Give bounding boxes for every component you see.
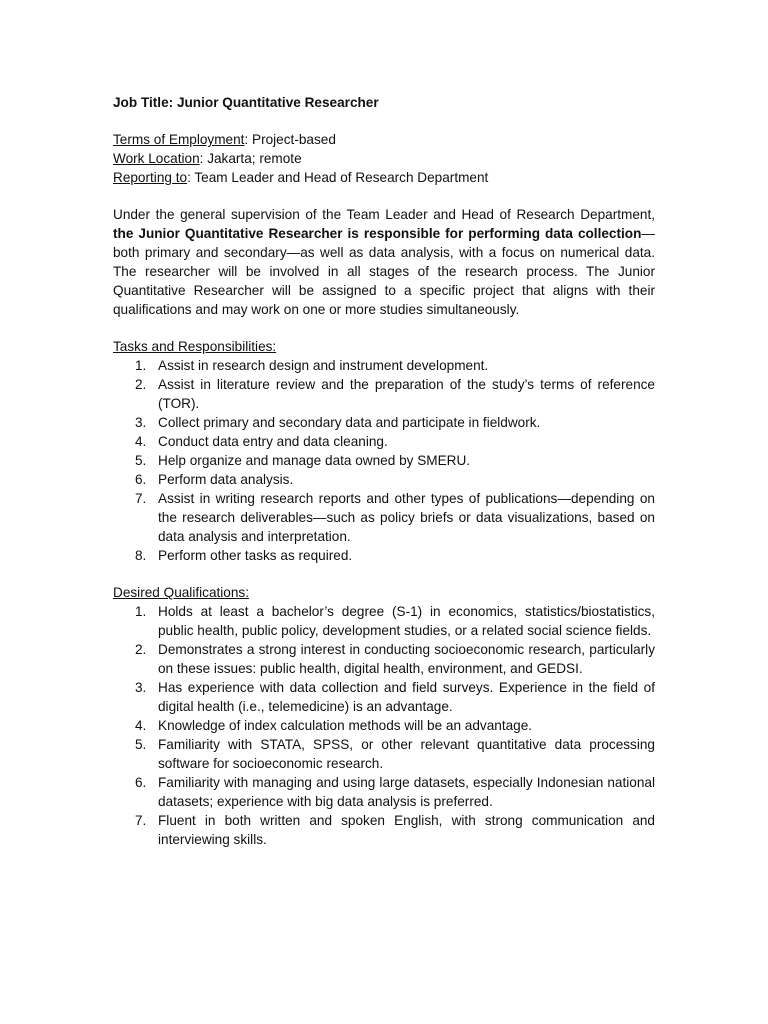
list-item: 3. Has experience with data collection and field surveys. Experience in the field of digital health (i.e., telemedicine) is an advantage.	[135, 680, 655, 714]
reporting-to-label: Reporting to	[113, 170, 188, 185]
tasks-list	[113, 356, 655, 565]
terms-of-employment-value: : Project-based	[244, 132, 336, 147]
job-title: Job Title: Junior Quantitative Researcher	[113, 95, 379, 110]
tasks-heading: Tasks and Responsibilities:	[113, 339, 277, 354]
intro-paragraph	[113, 205, 655, 319]
list-item: 7. Assist in writing research reports and other types of publications—depending on the research deliverables—such as policy briefs or data visualizations, based on data analysis and interpretation.	[135, 491, 655, 544]
work-location	[113, 149, 655, 168]
list-item: 8. Perform other tasks as required.	[135, 548, 353, 563]
list-item: 3. Collect primary and secondary data and participate in fieldwork.	[135, 415, 541, 430]
intro-part-2: —both primary and secondary—as well as data analysis, with a focus on numerical data. The researcher will be involved in all stages of the research process. The Junior Quantitative Researcher will be assigned to a specific project that aligns with their qualifications and may work on one or more studies simultaneously.	[113, 226, 655, 317]
list-item: 6. Familiarity with managing and using large datasets, especially Indonesian national datasets; experience with big data analysis is preferred.	[135, 775, 655, 809]
qualifications-heading: Desired Qualifications:	[113, 585, 249, 600]
list-item: 5. Help organize and manage data owned by SMERU.	[135, 453, 471, 468]
list-item: 1. Holds at least a bachelor’s degree (S-1) in economics, statistics/biostatistics, public health, public policy, development studies, or a related social science fields.	[135, 604, 655, 638]
reporting-to	[113, 168, 655, 187]
reporting-to-value: : Team Leader and Head of Research Department	[187, 170, 489, 185]
employment-details	[113, 130, 655, 187]
terms-of-employment-label: Terms of Employment	[113, 132, 245, 147]
list-item: 4. Conduct data entry and data cleaning.	[135, 434, 388, 449]
terms-of-employment	[113, 130, 655, 149]
list-item: 4. Knowledge of index calculation methods will be an advantage.	[135, 718, 533, 733]
work-location-label: Work Location	[113, 151, 200, 166]
qualifications-list	[113, 602, 655, 849]
intro-part-1: Under the general supervision of the Team Leader and Head of Research Department,	[113, 207, 655, 222]
list-item: 2. Demonstrates a strong interest in conducting socioeconomic research, particularly on these issues: public health, digital health, environment, and GEDSI.	[135, 642, 655, 676]
work-location-value: : Jakarta; remote	[199, 151, 302, 166]
intro-bold: the Junior Quantitative Researcher is responsible for performing data collection	[113, 226, 642, 241]
list-item: 5. Familiarity with STATA, SPSS, or other relevant quantitative data processing software for socioeconomic research.	[135, 737, 655, 771]
list-item: 2. Assist in literature review and the preparation of the study’s terms of reference (TOR).	[135, 377, 655, 411]
document-page	[113, 93, 655, 867]
list-item: 1. Assist in research design and instrument development.	[135, 358, 489, 373]
list-item: 7. Fluent in both written and spoken English, with strong communication and interviewing skills.	[135, 813, 655, 847]
list-item: 6. Perform data analysis.	[135, 472, 294, 487]
